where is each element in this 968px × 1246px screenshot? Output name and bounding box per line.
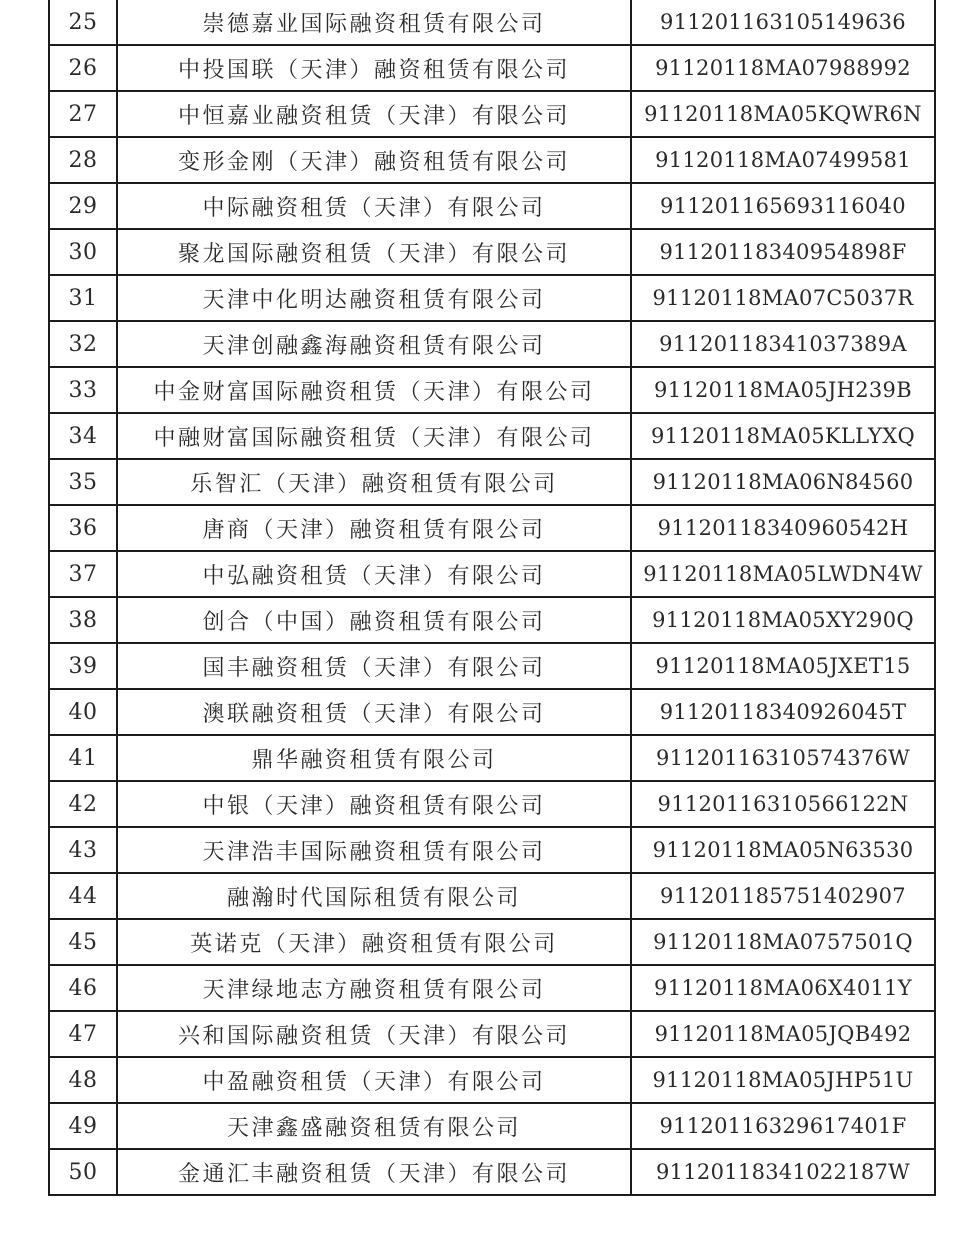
- credit-code-cell: 91120118MA06N84560: [631, 459, 935, 505]
- company-name-cell: 兴和国际融资租赁（天津）有限公司: [117, 1011, 631, 1057]
- credit-code-cell: 911201165693116040: [631, 183, 935, 229]
- company-name-cell: 天津鑫盛融资租赁有限公司: [117, 1103, 631, 1149]
- table-row: [49, 551, 935, 597]
- row-number-cell: 50: [49, 1149, 117, 1195]
- row-number-cell: 31: [49, 275, 117, 321]
- row-number-cell: 42: [49, 781, 117, 827]
- row-number-cell: 27: [49, 91, 117, 137]
- table-row: [49, 321, 935, 367]
- row-number-cell: 48: [49, 1057, 117, 1103]
- table-row: [49, 137, 935, 183]
- table-row: [49, 0, 935, 45]
- company-name-cell: 中银（天津）融资租赁有限公司: [117, 781, 631, 827]
- credit-code-cell: 91120118MA05JHP51U: [631, 1057, 935, 1103]
- company-name-cell: 中金财富国际融资租赁（天津）有限公司: [117, 367, 631, 413]
- credit-code-cell: 91120118MA05N63530: [631, 827, 935, 873]
- company-name-cell: 中盈融资租赁（天津）有限公司: [117, 1057, 631, 1103]
- table-row: [49, 229, 935, 275]
- table-row: [49, 367, 935, 413]
- credit-code-cell: 91120118MA05XY290Q: [631, 597, 935, 643]
- company-name-cell: 唐商（天津）融资租赁有限公司: [117, 505, 631, 551]
- table-row: [49, 735, 935, 781]
- credit-code-cell: 91120118341022187W: [631, 1149, 935, 1195]
- table-body: [49, 0, 935, 1195]
- row-number-cell: 28: [49, 137, 117, 183]
- credit-code-cell: 911201185751402907: [631, 873, 935, 919]
- row-number-cell: 41: [49, 735, 117, 781]
- credit-code-cell: 91120116329617401F: [631, 1103, 935, 1149]
- credit-code-cell: 91120118340954898F: [631, 229, 935, 275]
- company-name-cell: 澳联融资租赁（天津）有限公司: [117, 689, 631, 735]
- credit-code-cell: 91120118MA05KQWR6N: [631, 91, 935, 137]
- row-number-cell: 32: [49, 321, 117, 367]
- table-row: [49, 183, 935, 229]
- company-name-cell: 国丰融资租赁（天津）有限公司: [117, 643, 631, 689]
- company-name-cell: 鼎华融资租赁有限公司: [117, 735, 631, 781]
- table-row: [49, 413, 935, 459]
- table-row: [49, 919, 935, 965]
- table-row: [49, 505, 935, 551]
- company-name-cell: 中弘融资租赁（天津）有限公司: [117, 551, 631, 597]
- company-registry-table: [48, 0, 936, 1196]
- table-row: [49, 965, 935, 1011]
- row-number-cell: 45: [49, 919, 117, 965]
- company-name-cell: 乐智汇（天津）融资租赁有限公司: [117, 459, 631, 505]
- company-name-cell: 天津中化明达融资租赁有限公司: [117, 275, 631, 321]
- credit-code-cell: 91120118MA0757501Q: [631, 919, 935, 965]
- row-number-cell: 43: [49, 827, 117, 873]
- credit-code-cell: 91120118MA05JH239B: [631, 367, 935, 413]
- company-name-cell: 创合（中国）融资租赁有限公司: [117, 597, 631, 643]
- company-registry-sheet: [48, 0, 932, 1196]
- row-number-cell: 47: [49, 1011, 117, 1057]
- table-row: [49, 781, 935, 827]
- table-row: [49, 827, 935, 873]
- table-row: [49, 1149, 935, 1195]
- table-row: [49, 1057, 935, 1103]
- credit-code-cell: 91120118340960542H: [631, 505, 935, 551]
- table-row: [49, 873, 935, 919]
- company-name-cell: 崇德嘉业国际融资租赁有限公司: [117, 0, 631, 45]
- credit-code-cell: 91120118MA05JQB492: [631, 1011, 935, 1057]
- row-number-cell: 46: [49, 965, 117, 1011]
- credit-code-cell: 91120118MA06X4011Y: [631, 965, 935, 1011]
- company-name-cell: 英诺克（天津）融资租赁有限公司: [117, 919, 631, 965]
- row-number-cell: 35: [49, 459, 117, 505]
- company-name-cell: 聚龙国际融资租赁（天津）有限公司: [117, 229, 631, 275]
- company-name-cell: 变形金刚（天津）融资租赁有限公司: [117, 137, 631, 183]
- credit-code-cell: 91120118MA07988992: [631, 45, 935, 91]
- company-name-cell: 中投国联（天津）融资租赁有限公司: [117, 45, 631, 91]
- company-name-cell: 天津绿地志方融资租赁有限公司: [117, 965, 631, 1011]
- row-number-cell: 38: [49, 597, 117, 643]
- company-name-cell: 中融财富国际融资租赁（天津）有限公司: [117, 413, 631, 459]
- row-number-cell: 30: [49, 229, 117, 275]
- table-row: [49, 459, 935, 505]
- row-number-cell: 40: [49, 689, 117, 735]
- table-row: [49, 689, 935, 735]
- row-number-cell: 29: [49, 183, 117, 229]
- credit-code-cell: 911201163105149636: [631, 0, 935, 45]
- row-number-cell: 37: [49, 551, 117, 597]
- credit-code-cell: 91120118MA05KLLYXQ: [631, 413, 935, 459]
- company-name-cell: 天津创融鑫海融资租赁有限公司: [117, 321, 631, 367]
- credit-code-cell: 91120118MA07499581: [631, 137, 935, 183]
- company-name-cell: 中际融资租赁（天津）有限公司: [117, 183, 631, 229]
- credit-code-cell: 91120118340926045T: [631, 689, 935, 735]
- company-name-cell: 中恒嘉业融资租赁（天津）有限公司: [117, 91, 631, 137]
- table-row: [49, 1103, 935, 1149]
- table-row: [49, 91, 935, 137]
- table-row: [49, 275, 935, 321]
- credit-code-cell: 91120118MA07C5037R: [631, 275, 935, 321]
- company-name-cell: 天津浩丰国际融资租赁有限公司: [117, 827, 631, 873]
- table-row: [49, 45, 935, 91]
- row-number-cell: 25: [49, 0, 117, 45]
- table-row: [49, 597, 935, 643]
- credit-code-cell: 91120118MA05JXET15: [631, 643, 935, 689]
- table-row: [49, 1011, 935, 1057]
- row-number-cell: 36: [49, 505, 117, 551]
- credit-code-cell: 91120116310566122N: [631, 781, 935, 827]
- row-number-cell: 34: [49, 413, 117, 459]
- row-number-cell: 39: [49, 643, 117, 689]
- credit-code-cell: 91120116310574376W: [631, 735, 935, 781]
- row-number-cell: 44: [49, 873, 117, 919]
- row-number-cell: 49: [49, 1103, 117, 1149]
- company-name-cell: 融瀚时代国际租赁有限公司: [117, 873, 631, 919]
- credit-code-cell: 91120118MA05LWDN4W: [631, 551, 935, 597]
- table-row: [49, 643, 935, 689]
- company-name-cell: 金通汇丰融资租赁（天津）有限公司: [117, 1149, 631, 1195]
- credit-code-cell: 91120118341037389A: [631, 321, 935, 367]
- row-number-cell: 33: [49, 367, 117, 413]
- row-number-cell: 26: [49, 45, 117, 91]
